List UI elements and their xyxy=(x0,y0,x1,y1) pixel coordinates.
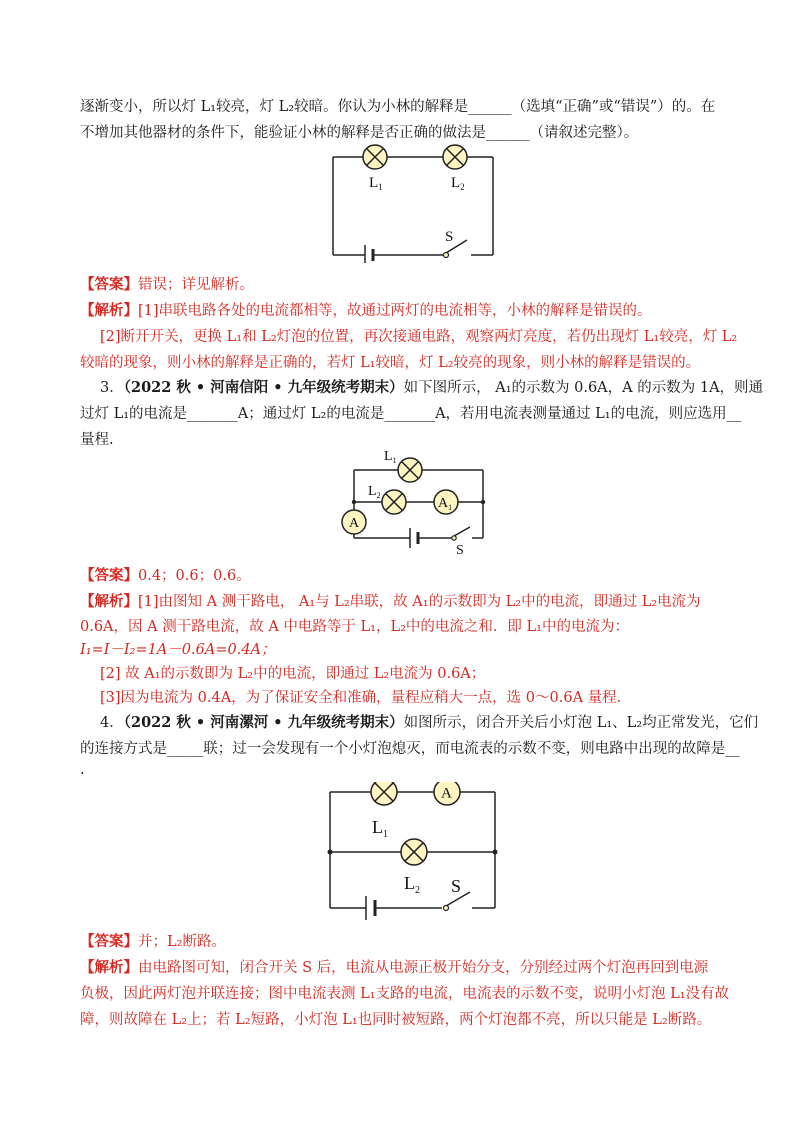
q2-text-line-1: 逐渐变小，所以灯 L₁较亮，灯 L₂较暗。你认为小林的解释是______（选填“正确”或“错误”）的。在 xyxy=(80,99,716,115)
q3-ammeter-a1 xyxy=(434,490,458,514)
q4-junction-right xyxy=(493,850,498,855)
q2-lamp-1 xyxy=(363,145,387,169)
q2-analysis-line-1: 【解析】[1]串联电路各处的电流都相等，故通过两灯的电流相等，小林的解释是错误的。 xyxy=(80,302,652,319)
q3-ammeter-a xyxy=(342,510,366,534)
q3-label-L2: $L_2$ xyxy=(368,484,381,500)
q3-lamp-2 xyxy=(382,490,406,514)
q2-lamp-2 xyxy=(443,145,467,169)
q3-battery xyxy=(410,528,418,548)
q2-analysis-line-2: [2]断开开关，更换 L₁和 L₂灯泡的位置，再次接通电路，观察两灯亮度，若仍出现灯 L₁较亮，灯 L₂ xyxy=(100,329,738,345)
svg-text:A: A xyxy=(441,785,452,802)
q3-analysis-line-3: [2] 故 A₁的示数即为 L₂中的电流，即通过 L₂电流为 0.6A； xyxy=(100,666,486,682)
q4-ammeter xyxy=(434,782,460,805)
q4-label-S: S xyxy=(451,876,462,896)
q4-lamp-1 xyxy=(371,782,397,805)
q3-analysis-line-1: 【解析】[1]由图知 A 测干路电， A₁与 L₂串联，故 A₁的示数即为 L₂中的电流，即通过 L₂电流为 xyxy=(80,593,701,610)
q3-analysis-line-2: 0.6A，因 A 测干路电流，故 A 中电路等于 L₁，L₂中的电流之和．即 L₁中的电流为： xyxy=(80,619,629,635)
svg-text:A1: $A_1$ xyxy=(438,496,453,512)
q2-analysis-line-3: 较暗的现象，则小林的解释是正确的，若灯 L₁较暗，灯 L₂较亮的现象，则小林的解释是错误的。 xyxy=(80,355,701,371)
q2-battery xyxy=(365,245,373,263)
q4-lamp-2 xyxy=(401,839,427,865)
q3-lamp-1 xyxy=(398,458,422,482)
q2-text-line-2: 不增加其他器材的条件下，能验证小林的解释是否正确的做法是______（请叙述完整）。 xyxy=(80,125,639,141)
q4-battery xyxy=(366,896,375,920)
q4-analysis-line-2: 负极，因此两灯泡并联连接；图中电流表测 L₁支路的电流，电流表的示数不变，说明小灯泡 L₁没有故 xyxy=(80,986,730,1002)
q4-text-line-1: 4．（2022 秋 • 河南漯河 • 九年级统考期末）如图所示，闭合开关后小灯泡 L₁、L₂均正常发光，它们 xyxy=(100,714,759,731)
q2-answer: 【答案】错误；详见解析。 xyxy=(80,276,254,293)
svg-text:A: A xyxy=(349,516,360,531)
q3-formula: I₁=I－I₂=1A－0.6A=0.4A； xyxy=(80,642,276,658)
q4-parallel-circuit-diagram xyxy=(320,782,505,920)
q4-text-line-2: 的连接方式是_____联；过一会发现有一个小灯泡熄灭，而电流表的示数不变，则电路中出现的故障是__ xyxy=(80,741,740,757)
q3-label-L1: $L_1$ xyxy=(384,449,397,465)
q2-label-L2: $L_2$ xyxy=(451,175,465,192)
q2-series-circuit-diagram xyxy=(325,143,505,263)
q3-text-line-3: 量程. xyxy=(80,432,114,448)
q4-switch-contact xyxy=(444,906,449,911)
q4-analysis-line-1: 【解析】由电路图可知，闭合开关 S 后，电流从电源正极开始分支，分别经过两个灯泡再回到电源 xyxy=(80,959,709,976)
q2-label-S: S xyxy=(445,229,454,245)
q3-parallel-circuit-diagram xyxy=(338,446,493,558)
q4-label-L1: $L_1$ xyxy=(372,817,388,840)
q3-analysis-line-4: [3]因为电流为 0.4A，为了保证安全和准确，量程应稍大一点，选 0～0.6A 量程. xyxy=(100,690,622,706)
q3-text-line-1: 3．（2022 秋 • 河南信阳 • 九年级统考期末）如下图所示， A₁的示数为 0.6A，A 的示数为 1A，则通 xyxy=(100,379,764,396)
q4-answer: 【答案】并；L₂断路。 xyxy=(80,933,226,950)
q3-switch-contact xyxy=(452,536,456,540)
q2-label-L1: $L_1$ xyxy=(369,175,383,192)
q3-label-S: S xyxy=(456,543,464,558)
q4-label-L2: $L_2$ xyxy=(404,873,420,896)
q2-switch-contact xyxy=(444,253,449,258)
q4-text-line-3: . xyxy=(80,762,85,778)
q3-junction-left xyxy=(352,500,356,504)
q3-junction-right xyxy=(481,500,485,504)
q3-answer: 【答案】0.4；0.6；0.6。 xyxy=(80,567,251,584)
q3-text-line-2: 过灯 L₁的电流是_______A；通过灯 L₂的电流是_______A，若用电流表测量通过 L₁的电流，则应选用__ xyxy=(80,406,742,422)
q4-junction-left xyxy=(328,850,333,855)
q4-analysis-line-3: 障，则故障在 L₂上；若 L₂短路，小灯泡 L₁也同时被短路，两个灯泡都不亮，所以只能是 L₂断路。 xyxy=(80,1012,712,1028)
